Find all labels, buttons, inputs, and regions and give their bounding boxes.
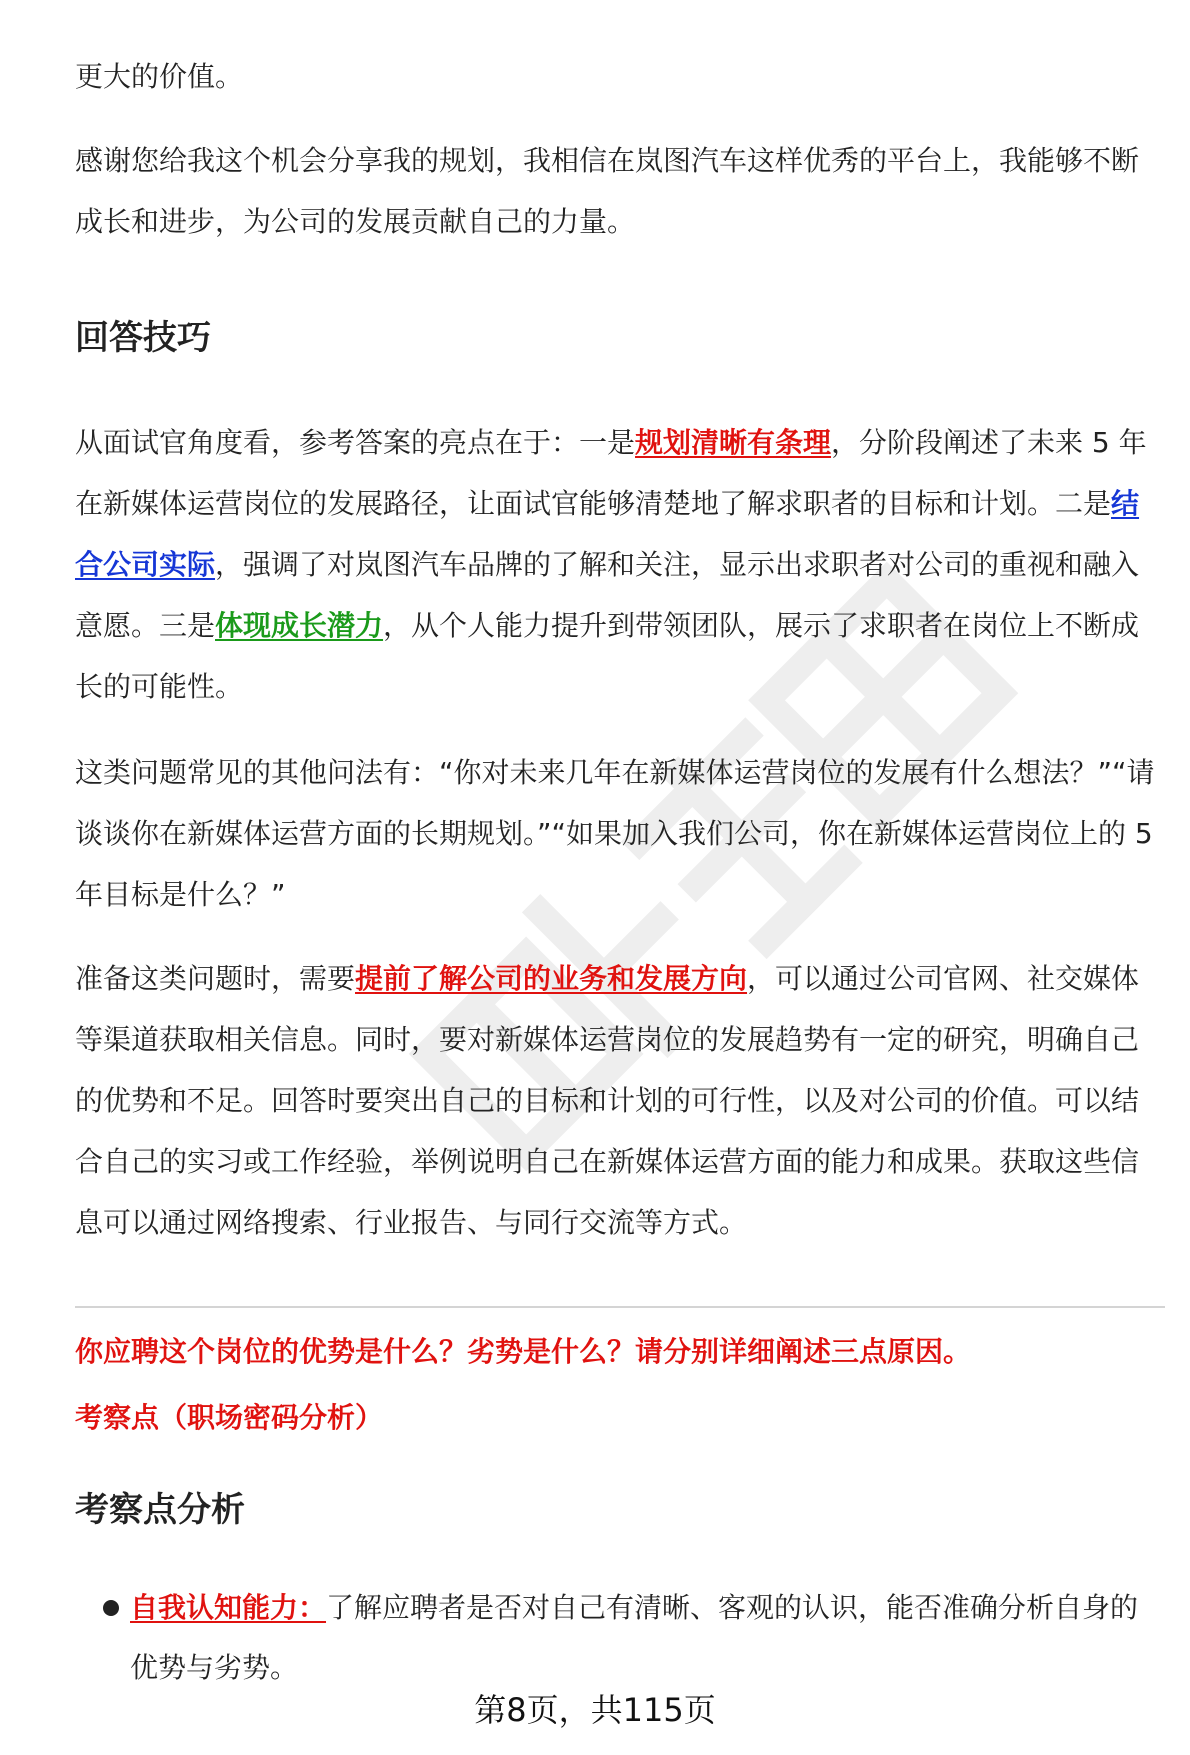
bullet-text: 了解应聘者是否对自己有清晰、客观的认识，能否准确分析自身的优势与劣势。 bbox=[130, 1591, 1139, 1684]
paragraph-thanks: 感谢您给我这个机会分享我的规划，我相信在岚图汽车这样优秀的平台上，我能够不断成长和进步，为公司的发展贡献自己的力量。 bbox=[75, 144, 1140, 238]
bullet-label: 自我认知能力： bbox=[130, 1591, 327, 1624]
text-span: 从面试官角度看，参考答案的亮点在于：一是 bbox=[75, 426, 636, 459]
section-divider bbox=[75, 1306, 1165, 1308]
paragraph-closing-fragment: 更大的价值。 bbox=[75, 60, 244, 93]
highlight-plan-clear: 规划清晰有条理 bbox=[635, 426, 832, 459]
text-span: ，强调了对岚图汽车品牌的了解和关注，显示出求职者对公司的重视和融入意愿。三是 bbox=[75, 548, 1140, 642]
paragraph-preparation bbox=[75, 948, 1165, 1253]
text-span: ，分阶段阐述了未来 5 年在新媒体运营岗位的发展路径，让面试官能够清楚地了解求职者的目标和计划。二是 bbox=[75, 426, 1147, 520]
question-title: 你应聘这个岗位的优势是什么？劣势是什么？请分别详细阐述三点原因。 bbox=[75, 1335, 972, 1368]
question-subtitle: 考察点（职场密码分析） bbox=[75, 1401, 384, 1434]
text-span: ，从个人能力提升到带领团队，展示了求职者在岗位上不断成长的可能性。 bbox=[75, 609, 1140, 703]
highlight-growth-potential: 体现成长潜力 bbox=[215, 609, 384, 642]
paragraph-answer-highlights bbox=[75, 412, 1165, 717]
highlight-research-company: 提前了解公司的业务和发展方向 bbox=[355, 962, 748, 995]
text-span: 准备这类问题时，需要 bbox=[75, 962, 356, 995]
page-number: 第8页，共115页 bbox=[474, 1691, 716, 1729]
paragraph-alternative-questions: 这类问题常见的其他问法有：“你对未来几年在新媒体运营岗位的发展有什么想法？”“请谈谈你在新媒体运营方面的长期规划。”“如果加入我们公司，你在新媒体运营岗位上的 5 年目标是什么？” bbox=[75, 756, 1155, 911]
section-heading-answer-tips: 回答技巧 bbox=[75, 318, 211, 358]
bullet-dot bbox=[103, 1600, 119, 1616]
section-heading-analysis: 考察点分析 bbox=[75, 1490, 245, 1530]
highlight-company-fit: 结合公司实际 bbox=[75, 487, 1140, 581]
text-span: ，可以通过公司官网、社交媒体等渠道获取相关信息。同时，要对新媒体运营岗位的发展趋势有一定的研究，明确自己的优势和不足。回答时要突出自己的目标和计划的可行性，以及对公司的价值。可以结合自己的实习或工作经验，举例说明自己在新媒体运营方面的能力和成果。获取这些信息可以通过网络搜索、行业报告、与同行交流等方式。 bbox=[75, 962, 1140, 1239]
bullet-self-awareness bbox=[130, 1578, 1165, 1698]
